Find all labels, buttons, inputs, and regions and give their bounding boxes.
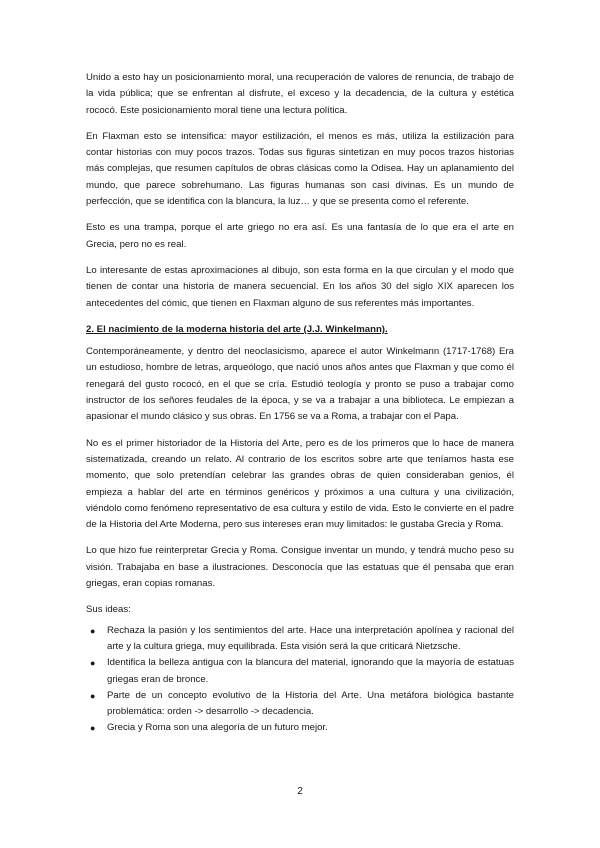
bullet-icon: ● [90,690,96,701]
paragraph-flaxman: En Flaxman esto se intensifica: mayor estilización, el menos es más, utiliza la estilización para contar historias con muy pocos trazos. Todas sus figuras sintetizan en muy pocos trazos historias más complejas, que resumen capítulos de obras clásicas como la Odisea. Hay un aplanamiento del mundo, que parece sobrehumano. Las figuras humanas son casi divinas. Es un mundo de perfección, que se identifica con la blancura, la luz… y que se presenta como el referente. [86,130,514,208]
paragraph-winkelmann-intro: Contemporáneamente, y dentro del neoclasicismo, aparece el autor Winkelmann (1717-1768) Era un estudioso, hombre de letras, arqueólogo, que nació unos años antes que Flaxman y que como él renegará del gusto rococó, en el que se cría. Estudió teología y pronto se puso a trabajar como instructor de los señores feudales de la época, y se va a trabajar a una biblioteca. Le empiezan a apasionar el mundo clásico y sus obras. En 1756 se va a Roma, a trabajar con el Papa. [86,346,514,423]
page-number: 2 [297,786,303,797]
bullet-icon: ● [90,723,96,734]
paragraph-moral-positioning: Unido a esto hay un posicionamiento moral, una recuperación de valores de renuncia, de trabajo de la vida pública; que se enfrentan al disfrute, el exceso y la decadencia, de la cultura y estética rococó. Este posicionamiento moral tiene una lectura política. [86,72,514,116]
paragraph-reinterpretation: Lo que hizo fue reinterpretar Grecia y Roma. Consigue inventar un mundo, y tendrá mucho peso su visión. Trabajaba en base a ilustraciones. Desconocía que las estatuas que él pensaba que eran griegas, eran copias romanas. [86,545,514,590]
ideas-list [86,623,514,737]
ideas-label: Sus ideas: [86,604,131,616]
list-item-text: Grecia y Roma son una alegoría de un futuro mejor. [107,722,328,734]
document-page [86,70,514,737]
paragraph-drawing-approaches: Lo interesante de estas aproximaciones al dibujo, son esta forma en la que circulan y el modo que tienen de contar una historia de manera secuencial. En los años 30 del siglo XIX aparecen los antecedentes del cómic, que tienen en Flaxman alguno de sus referentes más importantes. [86,264,514,309]
list-item-text: Identifica la belleza antigua con la blancura del material, ignorando que la mayoría de estatuas griegas eran de bronce. [107,657,514,685]
list-item-text: Rechaza la pasión y los sentimientos del arte. Hace una interpretación apolínea y racional del arte y la cultura griega, muy equilibrada. Esta visión será la que criticará Nietzsche. [107,624,514,652]
paragraph-first-historian: No es el primer historiador de la Historia del Arte, pero es de los primeros que lo hace de manera sistematizada, creando un relato. Al contrario de los escritos sobre arte que teníamos hasta ese momento, que solo pretendían celebrar las grandes obras de quien consideraban genios, él empieza a hablar del arte en términos genéricos y próximos a una cultura y una civilización, viéndolo como fenómeno representativo de esa cultura y estilo de vida. Esto le convierte en el padre de la Historia del Arte Moderna, pero sus intereses eran muy limitados: le gustaba Grecia y Roma. [86,437,514,531]
section-heading: 2. El nacimiento de la moderna historia del arte (J.J. Winkelmann). [86,323,388,335]
bullet-icon: ● [90,658,96,669]
list-item [90,623,514,656]
list-item [90,655,514,688]
list-item-text: Parte de un concepto evolutivo de la Historia del Arte. Una metáfora biológica bastante problemática: orden -> desarrollo -> decadencia. [107,689,514,718]
list-item [90,688,514,721]
list-item [90,720,514,736]
paragraph-greek-art-trap: Esto es una trampa, porque el arte griego no era así. Es una fantasía de lo que era el arte en Grecia, pero no es real. [86,222,514,250]
bullet-icon: ● [90,625,96,636]
